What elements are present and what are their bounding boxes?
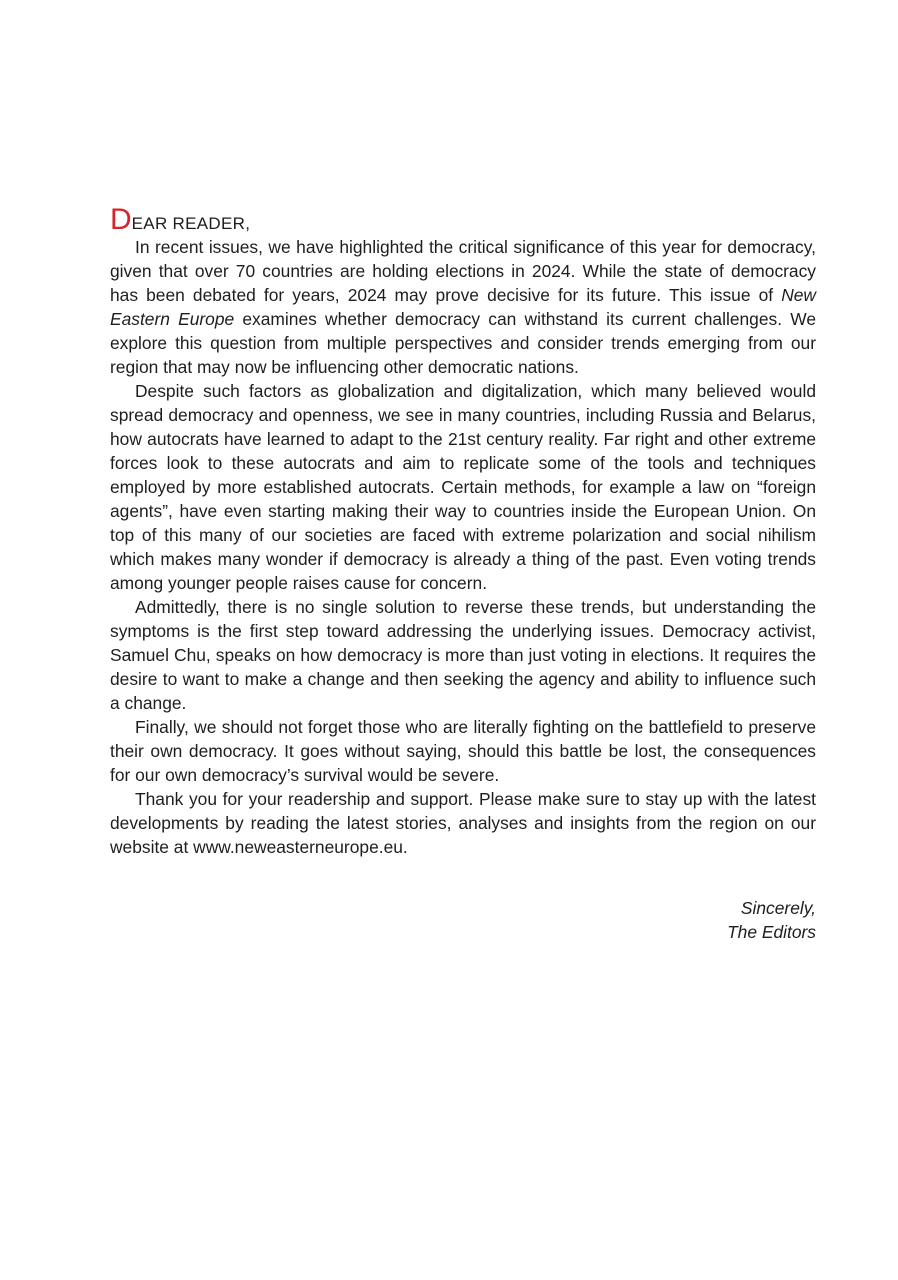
closing: Sincerely,: [740, 898, 816, 918]
magazine-title: New Eastern Europe: [110, 285, 816, 329]
paragraph-autocrats: Despite such factors as globalization and digitalization, which many believed would spread democracy and openness, we see in many countries, including Russia and Belarus, how autocrats have learned to adapt to the 21st century reality. Far right and other extreme forces look to these autocrats and aim to replicate some of the tools and techniques employed by more established autocrats. Certain methods, for example a law on “foreign agents”, have even starting making their way to countries inside the European Union. On top of this many of our societies are faced with extreme polarization and social nihilism which makes many wonder if democracy is already a thing of the past. Even voting trends among younger people raises cause for concern.: [110, 381, 816, 593]
paragraph-battlefield: Finally, we should not forget those who are literally fighting on the battlefield to preserve their own democracy. It goes without saying, should this battle be lost, the consequences for our own democracy’s survival would be severe.: [110, 717, 816, 785]
paragraph-solutions: Admittedly, there is no single solution to reverse these trends, but understanding the symptoms is the first step toward addressing the underlying issues. Democracy activist, Samuel Chu, speaks on how democracy is more than just voting in elections. It requires the desire to want to make a change and then seeking the agency and ability to influence such a change.: [110, 597, 816, 713]
drop-initial: D: [110, 203, 132, 236]
editorial-letter: [110, 205, 816, 944]
paragraph-intro-start: In recent issues, we have highlighted the critical significance of this year for democracy, given that over 70 countries are holding elections in 2024. While the state of democracy has been debated for years, 2024 may prove decisive for its future. This issue of: [110, 237, 816, 305]
paragraph-intro-end: examines whether democracy can withstand its current challenges. We explore this question from multiple perspectives and consider trends emerging from our region that may now be influencing other democratic nations.: [110, 309, 817, 377]
paragraph-intro: [110, 235, 816, 379]
paragraph-thanks: Thank you for your readership and support. Please make sure to stay up with the latest developments by reading the latest stories, analyses and insights from the region on our website at www.neweasterneurope.eu.: [110, 789, 816, 857]
signoff: [110, 896, 816, 944]
signature: The Editors: [727, 922, 816, 942]
salutation-text: EAR READER,: [131, 214, 251, 233]
salutation: [110, 205, 816, 235]
